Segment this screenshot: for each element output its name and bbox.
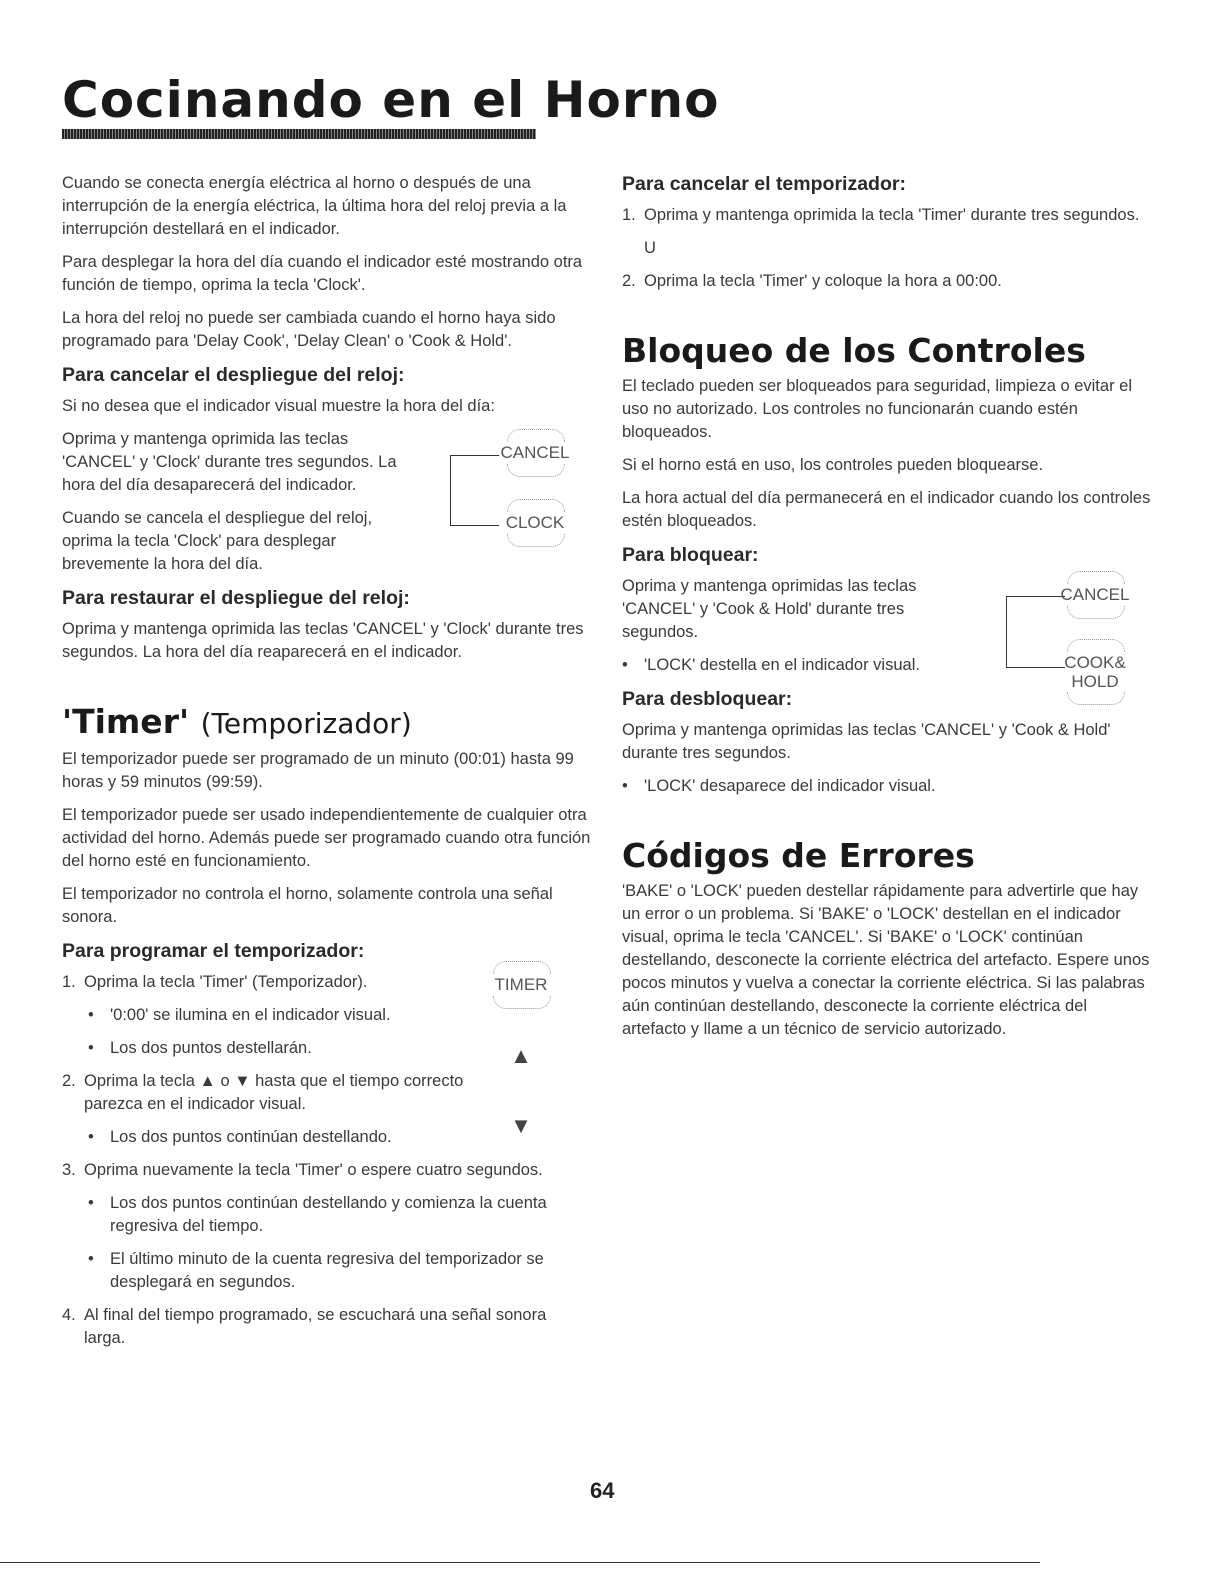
program-timer-heading: Para programar el temporizador: xyxy=(62,940,365,962)
list-item: 4. Al final del tiempo programado, se escuchará una señal sonora larga. xyxy=(62,1306,547,1347)
key-arc xyxy=(493,996,551,1009)
list-item: • Los dos puntos destellarán. xyxy=(88,1039,312,1057)
lock-p1: El teclado pueden ser bloqueados para seguridad, limpieza o evitar el uso no autorizado. Los controles no funcionarán cuando estén bloqueados. xyxy=(622,377,1132,441)
restore-clock-heading: Para restaurar el despliegue del reloj: xyxy=(62,587,410,609)
cancel-clock-p1: Si no desea que el indicador visual muestre la hora del día: xyxy=(62,397,495,415)
list-item: • Los dos puntos continúan destellando. xyxy=(88,1128,392,1146)
intro-paragraph: La hora del reloj no puede ser cambiada cuando el horno haya sido programado para 'Delay Cook', 'Delay Clean' o 'Cook & Hold'. xyxy=(62,309,556,350)
up-arrow-icon: ▲ xyxy=(510,1043,532,1068)
unlock-heading: Para desbloquear: xyxy=(622,688,793,710)
list-item: 2. Oprima la tecla 'Timer' y coloque la hora a 00:00. xyxy=(622,272,1002,290)
lock-sub-heading: Para bloquear: xyxy=(622,544,759,566)
down-arrow-icon: ▼ xyxy=(510,1113,532,1138)
cancel-clock-p2: Oprima y mantenga oprimida las teclas 'CANCEL' y 'Clock' durante tres segundos. La hora del día desaparecerá del indicador. xyxy=(62,430,397,494)
cancel-clock-p3: Cuando se cancela el despliegue del reloj, oprima la tecla 'Clock' para desplegar brevemente la hora del día. xyxy=(62,509,373,573)
left-column xyxy=(62,172,592,1360)
lock-p: Oprima y mantenga oprimidas las teclas 'CANCEL' y 'Cook & Hold' durante tres segundos. xyxy=(622,577,917,641)
timer-key-label: TIMER xyxy=(476,975,566,995)
cancel-clock-block xyxy=(62,428,592,576)
unlock-p: Oprima y mantenga oprimidas las teclas 'CANCEL' y 'Cook & Hold' durante tres segundos. xyxy=(622,721,1111,762)
list-item: • 'LOCK' desaparece del indicador visual. xyxy=(622,777,936,795)
timer-p2: El temporizador puede ser usado independientemente de cualquier otra actividad del horno. Además puede ser programado cuando otra función del horno esté en funcionamiento. xyxy=(62,806,591,870)
cook-hold-key-label: COOK& HOLD xyxy=(1050,653,1140,691)
page-number: 64 xyxy=(590,1478,615,1503)
timer-heading: 'Timer' (Temporizador) xyxy=(62,702,412,741)
list-item: 3. Oprima nuevamente la tecla 'Timer' o espere cuatro segundos. xyxy=(62,1161,543,1179)
cancel-key-label: CANCEL xyxy=(490,443,580,463)
cancel-key-label: CANCEL xyxy=(1050,585,1140,605)
or-separator: U xyxy=(644,239,656,257)
key-arc xyxy=(1067,571,1125,584)
list-item: 2. Oprima la tecla ▲ o ▼ hasta que el tiempo correcto parezca en el indicador visual. xyxy=(62,1072,464,1113)
key-arc xyxy=(507,534,565,547)
list-item: • El último minuto de la cuenta regresiva del temporizador se desplegará en segundos. xyxy=(88,1250,544,1291)
key-arc xyxy=(507,499,565,512)
page-title: Cocinando en el Horno xyxy=(62,71,720,129)
errors-p1: 'BAKE' o 'LOCK' pueden destellar rápidamente para advertirle que hay un error o un problema. Si 'BAKE' o 'LOCK' destellan en el indicador visual, oprima le tecla 'CANCEL'. Si 'BAKE' o 'LOCK' continúan destellando, desconecte la corriente eléctrica del artefacto. Espere unos pocos minutos y vuelva a conectar la corriente eléctrica. Si las palabras aún continúan destellando, desconecte la corriente eléctrica del artefacto y llame a un técnico de servicio autorizado. xyxy=(622,882,1150,1038)
key-arc xyxy=(1067,606,1125,619)
lock-block xyxy=(622,543,1152,798)
key-arc xyxy=(507,429,565,442)
intro-paragraph: Para desplegar la hora del día cuando el indicador esté mostrando otra función de tiempo, oprima la tecla 'Clock'. xyxy=(62,253,583,294)
list-item: 1. Oprima y mantenga oprimida la tecla 'Timer' durante tres segundos. xyxy=(622,206,1140,224)
cancel-timer-heading: Para cancelar el temporizador: xyxy=(622,173,906,195)
key-arc xyxy=(493,961,551,974)
timer-p1: El temporizador puede ser programado de un minuto (00:01) hasta 99 horas y 59 minutos (99:59). xyxy=(62,750,574,791)
key-arc xyxy=(1067,692,1125,705)
errors-heading: Códigos de Errores xyxy=(622,836,975,875)
key-arc xyxy=(507,464,565,477)
program-timer-block xyxy=(62,939,592,1350)
list-item: • Los dos puntos continúan destellando y comienza la cuenta regresiva del tiempo. xyxy=(88,1194,547,1235)
list-item: • 'LOCK' destella en el indicador visual. xyxy=(622,656,920,674)
list-item: • '0:00' se ilumina en el indicador visual. xyxy=(88,1006,391,1024)
bottom-rule xyxy=(0,1562,1040,1563)
intro-paragraph: Cuando se conecta energía eléctrica al horno o después de una interrupción de la energía eléctrica, la última hora del reloj previa a la interrupción destellará en el indicador. xyxy=(62,174,567,238)
lock-p2: Si el horno está en uso, los controles pueden bloquearse. xyxy=(622,456,1044,474)
cancel-clock-heading: Para cancelar el despliegue del reloj: xyxy=(62,364,405,386)
restore-clock-p1: Oprima y mantenga oprimida las teclas 'CANCEL' y 'Clock' durante tres segundos. La hora del día reaparecerá en el indicador. xyxy=(62,620,584,661)
key-arc xyxy=(1067,639,1125,652)
lock-p3: La hora actual del día permanecerá en el indicador cuando los controles estén bloqueados. xyxy=(622,489,1151,530)
right-column xyxy=(622,172,1152,1051)
timer-p3: El temporizador no controla el horno, solamente controla una señal sonora. xyxy=(62,885,553,926)
title-rule xyxy=(62,129,536,139)
lock-heading: Bloqueo de los Controles xyxy=(622,331,1086,370)
clock-key-label: CLOCK xyxy=(490,513,580,533)
list-item: 1. Oprima la tecla 'Timer' (Temporizador). xyxy=(62,973,368,991)
